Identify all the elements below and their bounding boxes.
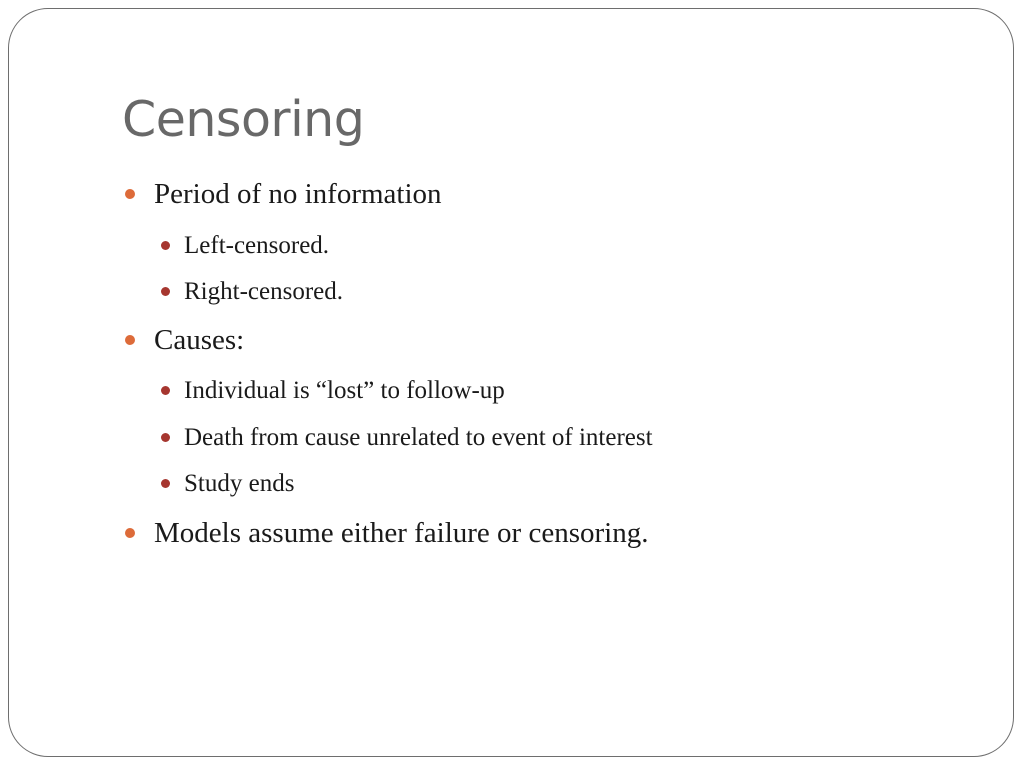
bullet-text: Right-censored. [184,278,343,305]
bullet-text: Death from cause unrelated to event of interest [184,424,653,451]
slide-title: Censoring [122,91,365,148]
bullet-dot-icon [125,189,135,199]
bullet-text: Period of no information [154,178,442,210]
bullet-item-left-censored [184,233,329,258]
bullet-dot-icon [161,386,170,395]
bullet-text: Individual is “lost” to follow-up [184,377,505,404]
bullet-item-period-of-no-information [154,180,442,209]
bullet-text: Models assume either failure or censoring. [154,517,649,549]
bullet-dot-icon [161,479,170,488]
bullet-dot-icon [125,335,135,345]
bullet-dot-icon [125,528,135,538]
bullet-dot-icon [161,433,170,442]
bullet-text: Left-censored. [184,232,330,259]
bullet-item-death-from-unrelated-cause [184,425,653,450]
bullet-item-lost-to-follow-up [184,378,505,403]
bullet-dot-icon [161,241,170,250]
bullet-item-models-assume [154,519,648,548]
bullet-item-causes [154,326,244,355]
bullet-text: Study ends [184,470,295,497]
bullet-text: Causes: [154,324,245,356]
bullet-item-study-ends [184,471,294,496]
bullet-dot-icon [161,287,170,296]
bullet-item-right-censored [184,279,343,304]
slide-frame [8,8,1014,757]
